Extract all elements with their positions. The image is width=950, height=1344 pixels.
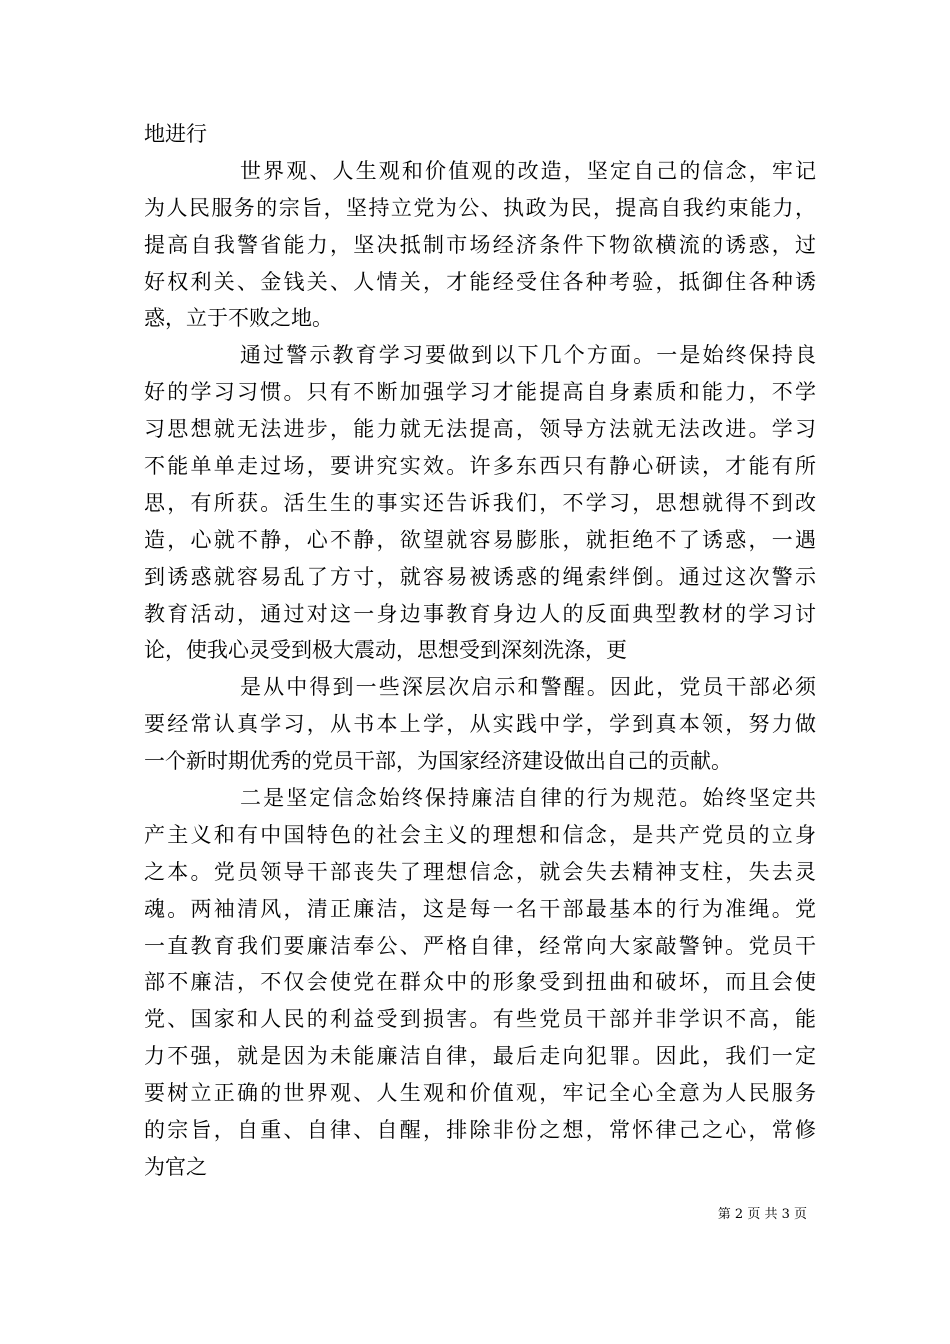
text-line: 一直教育我们要廉洁奉公、严格自律，经常向大家敲警钟。党员干 [144, 933, 816, 958]
text-line: 教育活动，通过对这一身边事教育身边人的反面典型教材的学习讨 [144, 601, 816, 626]
text-line: 魂。两袖清风，清正廉洁，这是每一名干部最基本的行为准绳。党 [144, 896, 816, 921]
paragraph-first-line: 二是坚定信念始终保持廉洁自律的行为规范。始终坚定共 [240, 786, 816, 811]
text-line: 部不廉洁，不仅会使党在群众中的形象受到扭曲和破坏，而且会使 [144, 970, 816, 995]
text-line: 论，使我心灵受到极大震动，思想受到深刻洗涤，更 [144, 638, 627, 663]
text-line: 造，心就不静，心不静，欲望就容易膨胀，就拒绝不了诱惑，一遇 [144, 527, 816, 552]
text-line: 思，有所获。活生生的事实还告诉我们，不学习，思想就得不到改 [144, 490, 816, 515]
text-line: 产主义和有中国特色的社会主义的理想和信念，是共产党员的立身 [144, 822, 816, 847]
text-line: 之本。党员领导干部丧失了理想信念，就会失去精神支柱，失去灵 [144, 859, 816, 884]
text-line: 习思想就无法进步，能力就无法提高，领导方法就无法改进。学习 [144, 417, 816, 442]
text-line: 到诱惑就容易乱了方寸，就容易被诱惑的绳索绊倒。通过这次警示 [144, 564, 816, 589]
text-line: 地进行 [144, 122, 207, 146]
text-line: 的宗旨，自重、自律、自醒，排除非份之想，常怀律己之心，常修 [144, 1118, 816, 1143]
text-line: 惑，立于不败之地。 [144, 306, 333, 331]
paragraph-first-line: 通过警示教育学习要做到以下几个方面。一是始终保持良 [240, 343, 816, 368]
text-line: 好的学习习惯。只有不断加强学习才能提高自身素质和能力，不学 [144, 380, 816, 405]
text-line: 要经常认真学习，从书本上学，从实践中学，学到真本领，努力做 [144, 712, 816, 737]
text-line: 为官之 [144, 1154, 207, 1179]
text-line: 要树立正确的世界观、人生观和价值观，牢记全心全意为人民服务 [144, 1081, 816, 1106]
body-text [144, 116, 816, 1186]
text-line: 力不强，就是因为未能廉洁自律，最后走向犯罪。因此，我们一定 [144, 1044, 816, 1069]
paragraph-first-line: 世界观、人生观和价值观的改造，坚定自己的信念，牢记 [240, 158, 816, 183]
text-line: 不能单单走过场，要讲究实效。许多东西只有静心研读，才能有所 [144, 454, 816, 479]
text-line: 好权利关、金钱关、人情关，才能经受住各种考验，抵御住各种诱 [144, 269, 816, 294]
text-line: 为人民服务的宗旨，坚持立党为公、执政为民，提高自我约束能力， [144, 195, 816, 220]
page-number-footer [0, 1206, 807, 1224]
page-number-label: 第 2 页 共 3 页 [717, 1207, 807, 1222]
text-line: 一个新时期优秀的党员干部，为国家经济建设做出自己的贡献。 [144, 749, 732, 774]
text-line: 党、国家和人民的利益受到损害。有些党员干部并非学识不高，能 [144, 1007, 816, 1032]
text-line: 提高自我警省能力，坚决抵制市场经济条件下物欲横流的诱惑，过 [144, 232, 816, 257]
paragraph-first-line: 是从中得到一些深层次启示和警醒。因此，党员干部必须 [240, 675, 816, 700]
